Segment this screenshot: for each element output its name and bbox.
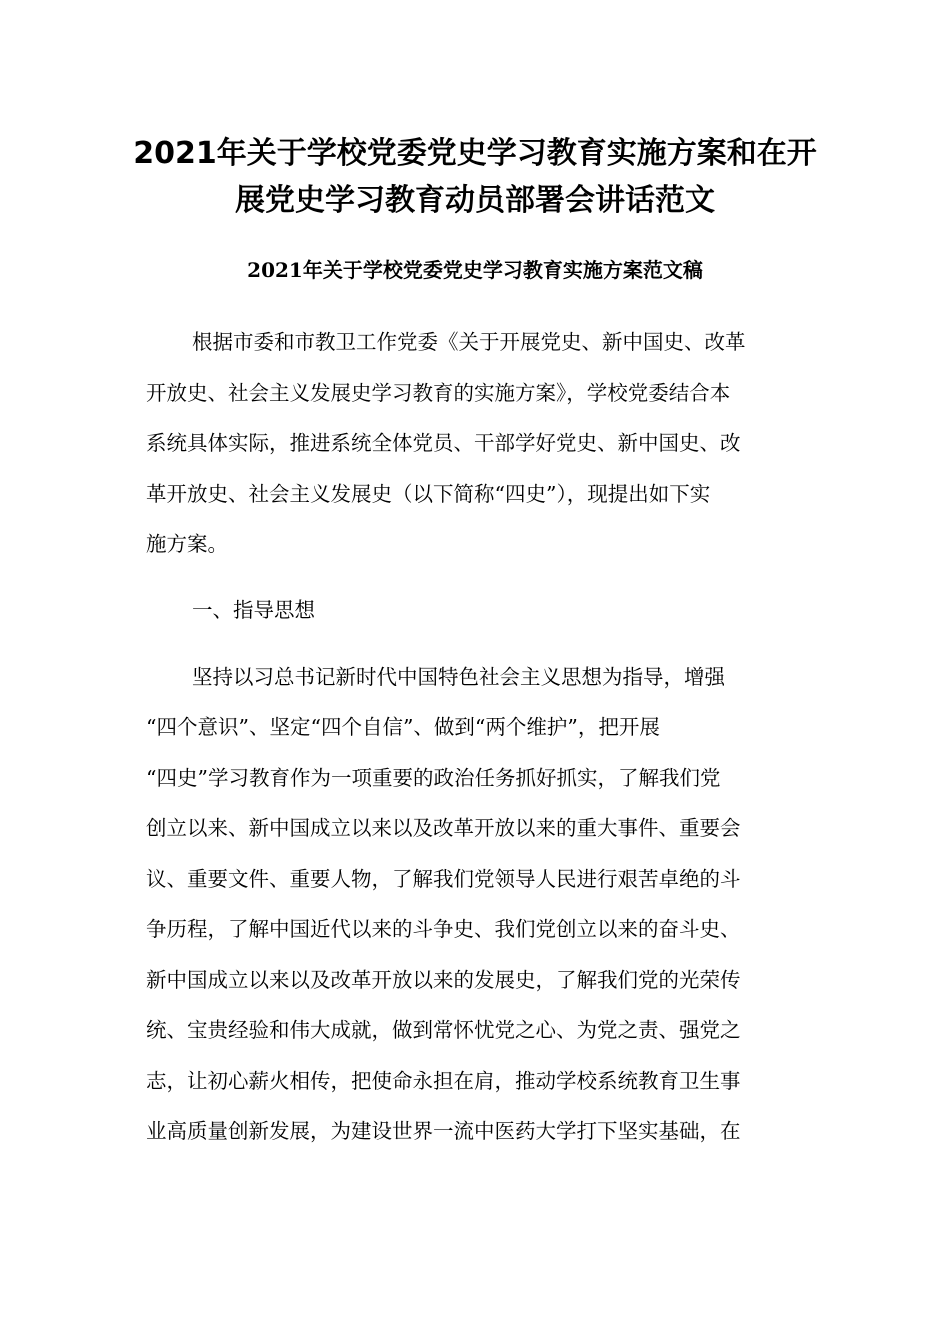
paragraph-2-line: 业高质量创新发展，为建设世界一流中医药大学打下坚实基础，在 xyxy=(146,1119,741,1143)
paragraph-2-line: 坚持以习总书记新时代中国特色社会主义思想为指导，增强 xyxy=(192,665,725,689)
paragraph-2-line: 统、宝贵经验和伟大成就，做到常怀忧党之心、为党之责、强党之 xyxy=(146,1018,741,1042)
paragraph-1-line: 根据市委和市教卫工作党委《关于开展党史、新中国史、改革 xyxy=(192,330,746,354)
paragraph-1-line: 施方案。 xyxy=(146,532,228,556)
paragraph-2-line: 创立以来、新中国成立以来以及改革开放以来的重大事件、重要会 xyxy=(146,816,741,840)
paragraph-2-line: 争历程，了解中国近代以来的斗争史、我们党创立以来的奋斗史、 xyxy=(146,917,741,941)
paragraph-2-line: 新中国成立以来以及改革开放以来的发展史，了解我们党的光荣传 xyxy=(146,968,741,992)
document-title-line-2: 展党史学习教育动员部署会讲话范文 xyxy=(235,183,715,218)
paragraph-2-line: 志，让初心薪火相传，把使命永担在肩，推动学校系统教育卫生事 xyxy=(146,1069,741,1093)
section-heading: 一、指导思想 xyxy=(192,598,315,622)
paragraph-1-line: 系统具体实际，推进系统全体党员、干部学好党史、新中国史、改 xyxy=(146,431,741,455)
document-subtitle: 2021年关于学校党委党史学习教育实施方案范文稿 xyxy=(247,258,703,282)
paragraph-1-line: 开放史、社会主义发展史学习教育的实施方案》，学校党委结合本 xyxy=(146,381,731,405)
document-title-line-1: 2021年关于学校党委党史学习教育实施方案和在开 xyxy=(133,136,817,171)
paragraph-2-line: 议、重要文件、重要人物，了解我们党领导人民进行艰苦卓绝的斗 xyxy=(146,867,741,891)
paragraph-2-line: “四个意识”、坚定“四个自信”、做到“两个维护”，把开展 xyxy=(146,715,660,739)
paragraph-2-line: “四史”学习教育作为一项重要的政治任务抓好抓实，了解我们党 xyxy=(146,766,721,790)
paragraph-1-line: 革开放史、社会主义发展史（以下简称“四史”），现提出如下实 xyxy=(146,482,711,506)
